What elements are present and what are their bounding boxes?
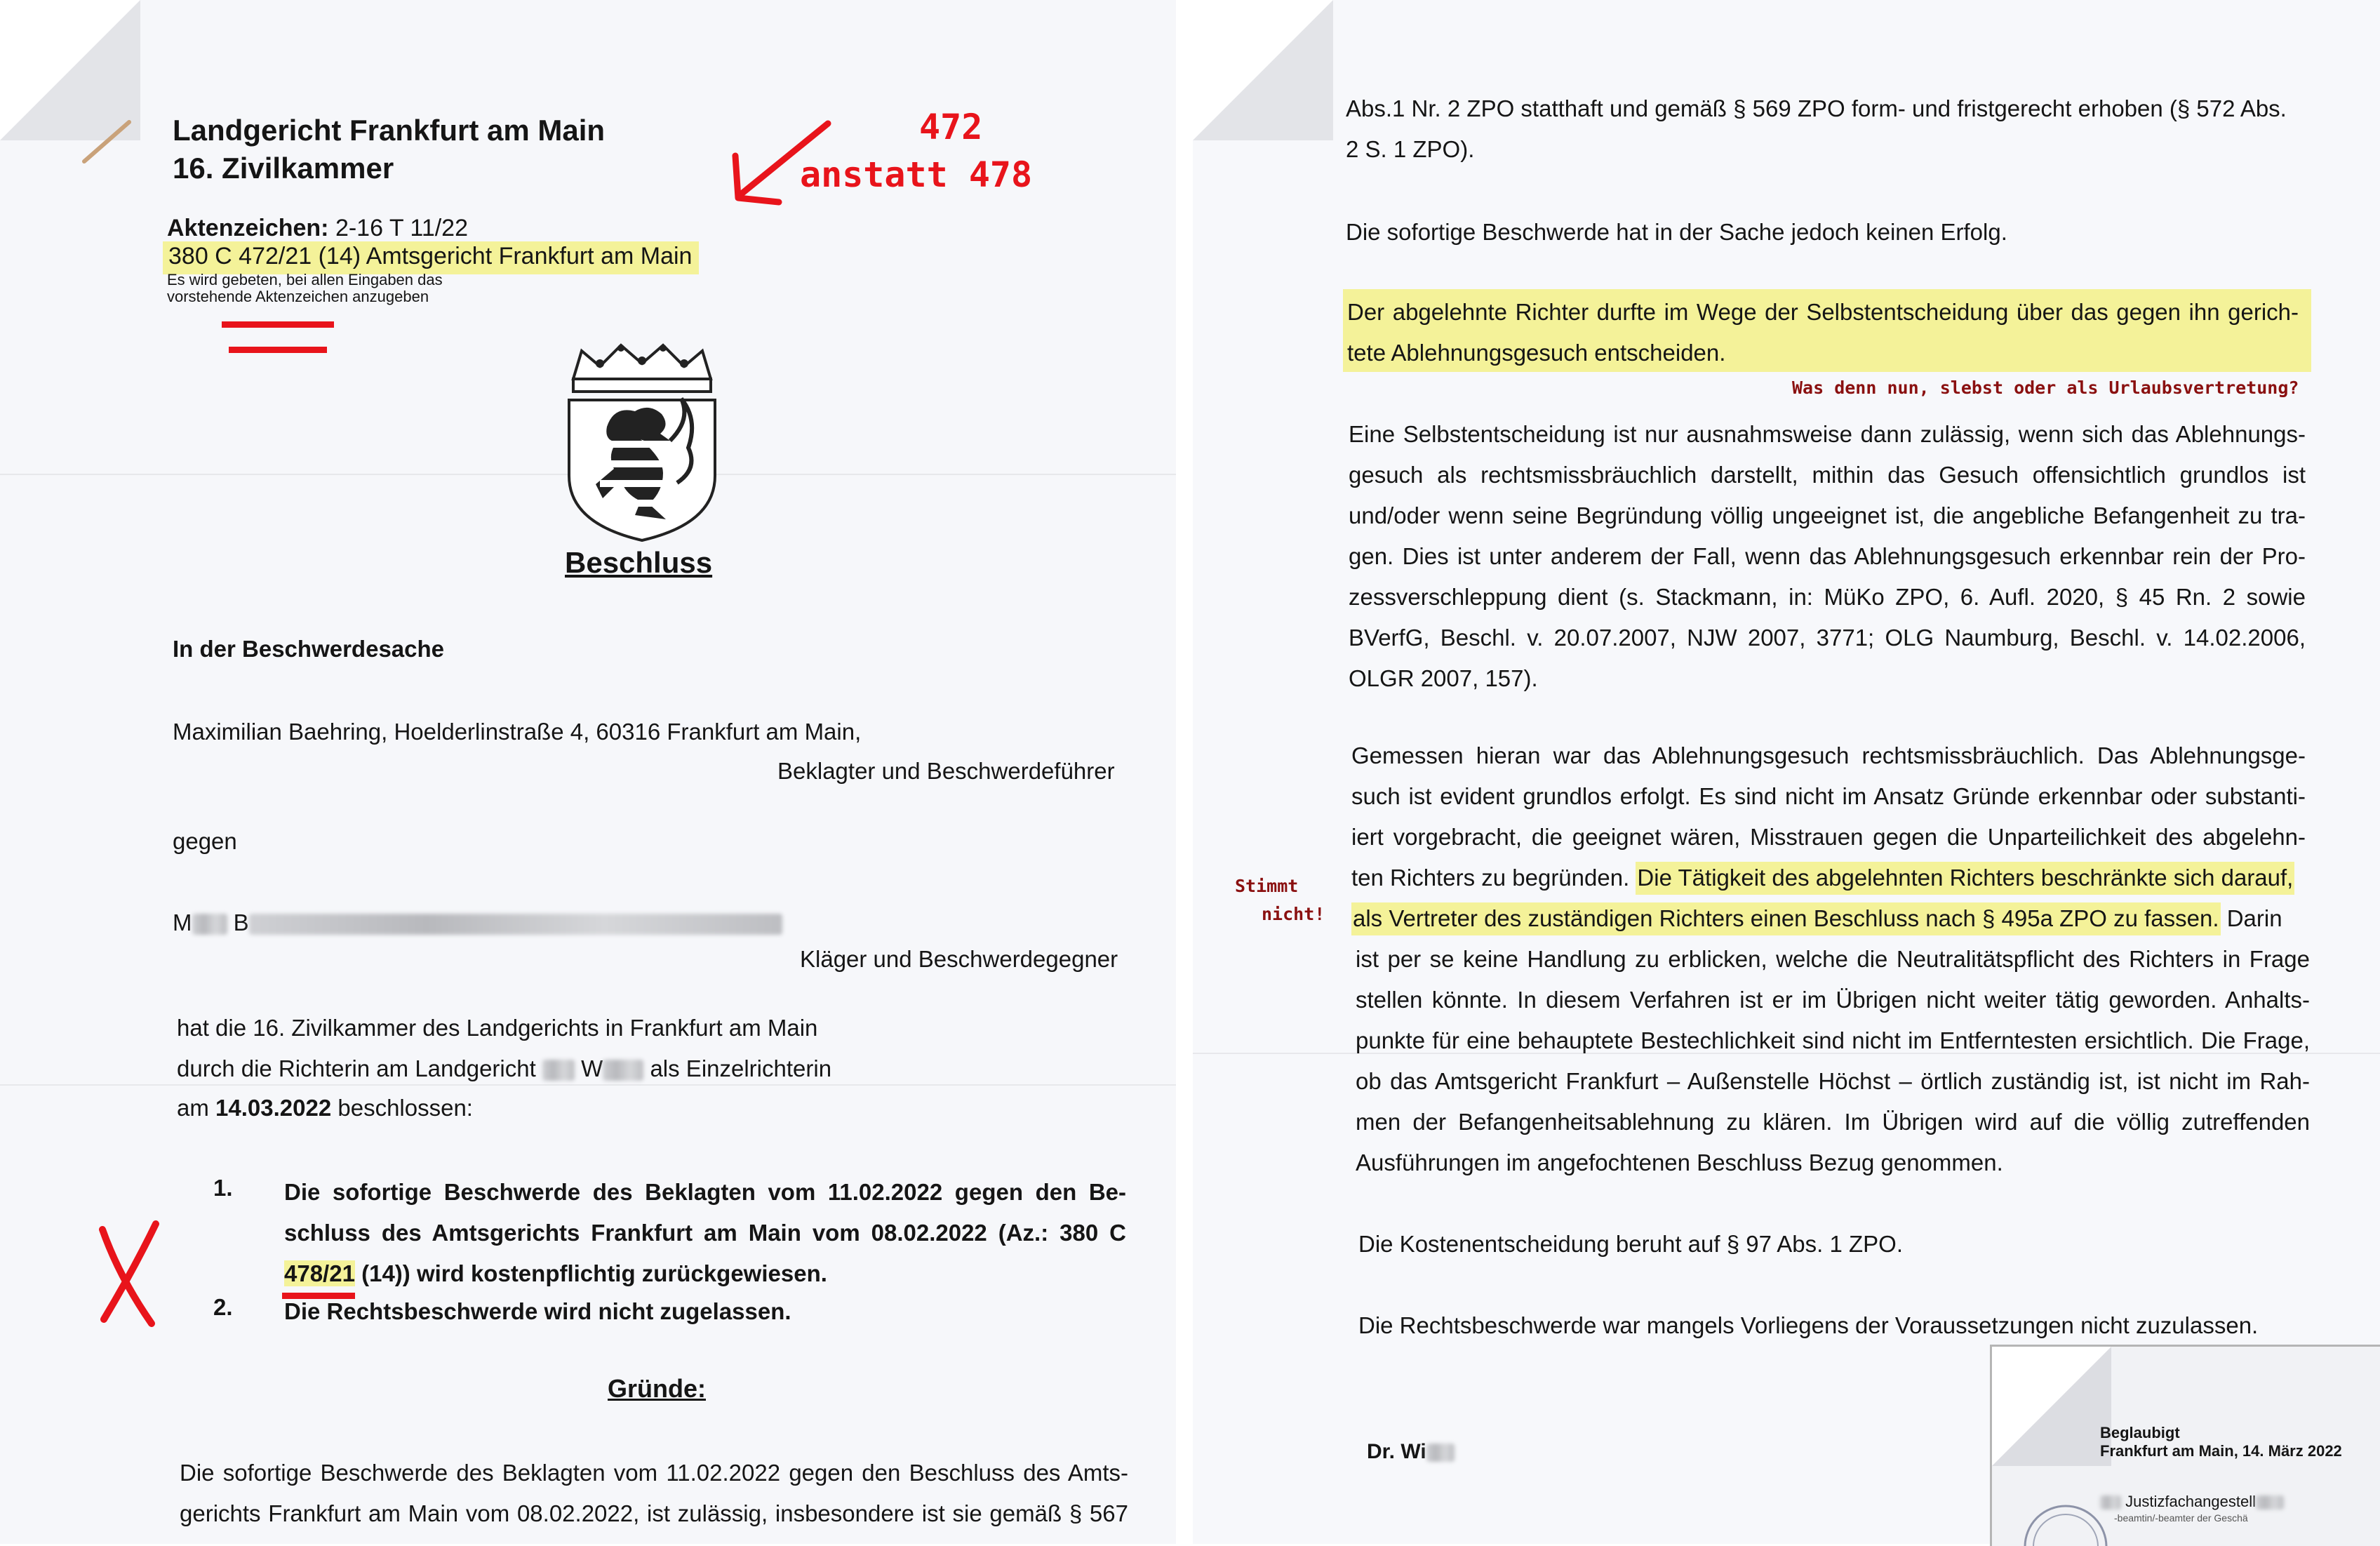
- text-line: Ausführungen im angefochtenen Beschluss Bezug genommen.: [1356, 1149, 2003, 1175]
- document-page-right: [1193, 0, 2380, 1544]
- annotation-instead: anstatt 478: [800, 154, 1033, 195]
- text-line: stellen könnte. In diesem Verfahren ist er im Übrigen nicht weiter tätig geworden. Anhalts-: [1356, 987, 2310, 1013]
- p5-text: Darin: [2226, 905, 2282, 931]
- plaintiff-initial: M: [173, 909, 192, 935]
- text-line: Eine Selbstentscheidung ist nur ausnahmsweise dann zulässig, wenn sich das Ablehnungs-: [1349, 421, 2306, 447]
- annotation-number: 472: [919, 107, 983, 147]
- stamp-title: [2100, 1493, 2284, 1511]
- p1-line-1: Abs.1 Nr. 2 ZPO statthaft und gemäß § 569 ZPO form- und fristgerecht erhoben (§ 572 Abs.: [1346, 95, 2287, 121]
- lower-court-reference-wrong: 478/21: [284, 1260, 355, 1286]
- text-line: ob das Amtsgericht Frankfurt – Außenstelle Höchst – örtlich zuständig ist, ist nicht im Rah-: [1356, 1068, 2310, 1094]
- file-number-note-2: vorstehende Aktenzeichen anzugeben: [167, 288, 429, 305]
- item-2-number: 2.: [213, 1294, 233, 1320]
- decision-text: durch die Richterin am Landgericht: [177, 1055, 536, 1081]
- coat-of-arms-icon: [558, 335, 726, 546]
- signature: [1367, 1440, 1455, 1464]
- stamp-date: Frankfurt am Main, 14. März 2022: [2100, 1442, 2342, 1460]
- decision-date: 14.03.2022: [215, 1095, 332, 1121]
- decision-text: am: [177, 1095, 209, 1121]
- p1-line-2: 2 S. 1 ZPO).: [1346, 136, 1475, 162]
- case-intro: In der Beschwerdesache: [173, 636, 445, 662]
- file-number-line: [167, 215, 468, 242]
- against-label: gegen: [173, 828, 237, 854]
- decision-text: beschlossen:: [337, 1095, 473, 1121]
- redaction-blur: [249, 914, 782, 935]
- paragraph-2: Die sofortige Beschwerde hat in der Sache jedoch keinen Erfolg.: [1346, 219, 2007, 245]
- margin-comment: Stimmt: [1235, 876, 1299, 896]
- item-1-text: (14)) wird kostenpflichtig zurückgewiesen.: [361, 1260, 827, 1286]
- folded-corner-shade: [1193, 0, 1333, 140]
- p5-highlighted: als Vertreter des zuständigen Richters einen Beschluss nach § 495a ZPO zu fassen.: [1351, 902, 2221, 935]
- stamp-title-text: Justizfachangestell: [2125, 1493, 2257, 1510]
- decision-line-3: [177, 1095, 473, 1121]
- judge-initial: W: [581, 1055, 603, 1081]
- file-number-label: Aktenzeichen:: [167, 215, 329, 241]
- p5-line-5: [1351, 898, 2282, 939]
- redaction-blur: [542, 1060, 575, 1081]
- defendant-role: Beklagter und Beschwerdeführer: [777, 758, 1115, 784]
- text-line: Gemessen hieran war das Ablehnungsgesuch rechtsmissbräuchlich. Das Ablehnungsge-: [1351, 742, 2306, 768]
- p3-line-2: tete Ablehnungsgesuch entscheiden.: [1347, 340, 1726, 366]
- text-line: punkte für eine behauptete Bestechlichkeit sind nicht im Entferntesten ersichtlich. Die Frage,: [1356, 1027, 2310, 1053]
- document-heading: Beschluss: [565, 546, 713, 579]
- item-1-line-1: Die sofortige Beschwerde des Beklagten vom 11.02.2022 gegen den Be-: [284, 1179, 1126, 1205]
- item-2-text: Die Rechtsbeschwerde wird nicht zugelassen.: [284, 1298, 791, 1324]
- decision-text: als Einzelrichterin: [650, 1055, 832, 1081]
- item-1-number: 1.: [213, 1175, 233, 1201]
- text-line: und/oder wenn seine Begründung völlig ungeeignet ist, die angebliche Befangenheit zu tra-: [1349, 502, 2306, 528]
- file-number: 2-16 T 11/22: [335, 215, 468, 241]
- text-line: such ist evident grundlos erfolgt. Es sind nicht im Ansatz Gründe erkennbar oder substanti-: [1351, 783, 2306, 809]
- file-number-note-1: Es wird gebeten, bei allen Eingaben das: [167, 271, 443, 288]
- item-1-line-3: [284, 1253, 827, 1294]
- paragraph-7: Die Rechtsbeschwerde war mangels Vorliegens der Voraussetzungen nicht zuzulassen.: [1358, 1312, 2259, 1338]
- certification-stamp: [1990, 1345, 2380, 1546]
- signature-name: Dr. Wi: [1367, 1440, 1426, 1463]
- redaction-blur: [603, 1060, 643, 1081]
- stamp-subtitle: -beamtin/-beamter der Geschä: [2114, 1512, 2248, 1524]
- red-underline-mark: [222, 321, 334, 328]
- p5-text: ten Richters zu begründen.: [1351, 865, 1630, 891]
- document-page-left: [0, 0, 1176, 1544]
- text-line: ist per se keine Handlung zu erblicken, welche die Neutralitätspflicht des Richters in Frage: [1356, 946, 2310, 972]
- text-line: iert vorgebracht, die geeignet wären, Misstrauen gegen die Unparteilichkeit des abgelehn-: [1351, 824, 2306, 850]
- text-line: zessverschleppung dient (s. Stackmann, in: MüKo ZPO, 6. Aufl. 2020, § 45 Rn. 2 sowie: [1349, 584, 2306, 610]
- text-line: BVerfG, Beschl. v. 20.07.2007, NJW 2007, 3771; OLG Naumburg, Beschl. v. 14.02.2006,: [1349, 625, 2306, 651]
- margin-comment: Was denn nun, slebst oder als Urlaubsvertretung?: [1792, 378, 2299, 398]
- redaction-blur: [2256, 1495, 2284, 1510]
- redaction-blur: [1426, 1444, 1455, 1462]
- plaintiff-role: Kläger und Beschwerdegegner: [800, 946, 1118, 972]
- official-seal-icon: [2020, 1494, 2111, 1546]
- p5-highlighted: Die Tätigkeit des abgelehnten Richters beschränkte sich darauf,: [1636, 862, 2294, 895]
- stamp-corner-shade: [1992, 1347, 2111, 1466]
- plaintiff-initial: B: [233, 909, 249, 935]
- redaction-blur: [192, 914, 227, 935]
- chamber-name: 16. Zivilkammer: [173, 152, 394, 185]
- court-name: Landgericht Frankfurt am Main: [173, 114, 606, 147]
- red-cross-icon: [91, 1214, 168, 1333]
- text-line: gesuch als rechtsmissbräuchlich darstellt, mithin das Gesuch offensichtlich grundlos ist: [1349, 462, 2306, 488]
- lower-court-reference: 380 C 472/21 (14) Amtsgericht Frankfurt am Main: [163, 241, 699, 274]
- text-line: OLGR 2007, 157).: [1349, 665, 1538, 691]
- stamp-certified: Beglaubigt: [2100, 1424, 2180, 1441]
- plaintiff-party: [173, 909, 782, 936]
- red-underline-mark: [229, 347, 327, 353]
- text-line: gen. Dies ist unter anderem der Fall, wenn das Ablehnungsgesuch erkennbar rein der Pro-: [1349, 543, 2306, 569]
- decision-line-1: hat die 16. Zivilkammer des Landgerichts in Frankfurt am Main: [177, 1015, 818, 1041]
- reasons-line-1: Die sofortige Beschwerde des Beklagten vom 11.02.2022 gegen den Beschluss des Amts-: [180, 1460, 1128, 1486]
- decision-line-2: [177, 1055, 831, 1082]
- p5-line-4: [1351, 858, 2294, 898]
- reasons-line-2: gerichts Frankfurt am Main vom 08.02.2022, ist zulässig, insbesondere ist sie gemäß § 567: [180, 1500, 1128, 1526]
- item-1-line-2: schluss des Amtsgerichts Frankfurt am Main vom 08.02.2022 (Az.: 380 C: [284, 1220, 1126, 1246]
- text-line: men der Befangenheitsablehnung zu klären. Im Übrigen wird auf die völlig zutreffenden: [1356, 1109, 2310, 1135]
- defendant-party: Maximilian Baehring, Hoelderlinstraße 4, 60316 Frankfurt am Main,: [173, 719, 862, 745]
- paper-fold: [0, 1084, 1176, 1086]
- pen-mark-icon: [79, 118, 135, 167]
- p3-line-1: Der abgelehnte Richter durfte im Wege der Selbstentscheidung über das gegen ihn gerich-: [1347, 299, 2299, 325]
- reasons-heading: Gründe:: [608, 1374, 706, 1403]
- margin-comment: nicht!: [1262, 904, 1325, 924]
- paragraph-6: Die Kostenentscheidung beruht auf § 97 Abs. 1 ZPO.: [1358, 1231, 1903, 1257]
